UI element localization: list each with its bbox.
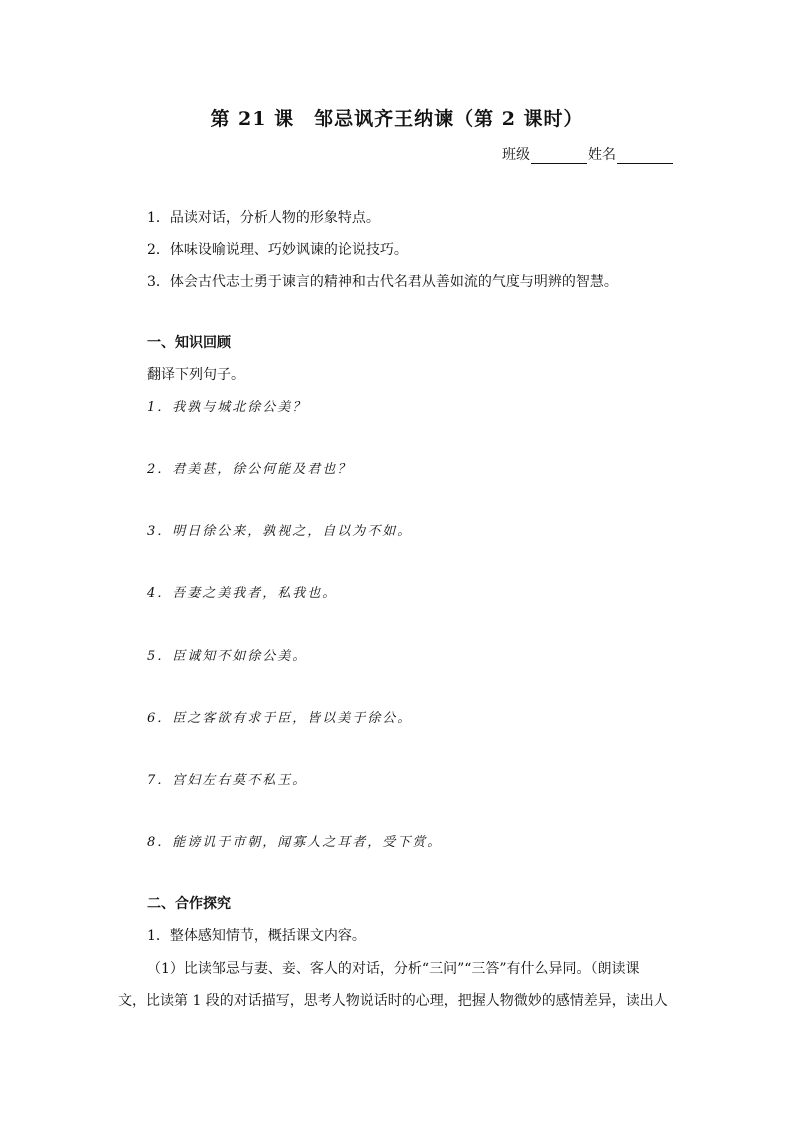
translation-sentence: 2．君美甚，徐公何能及君也？ (147, 462, 353, 477)
section-instruction: 翻译下列句子。 (147, 367, 245, 383)
question-subitem-continued: 文，比读第 1 段的对话描写，思考人物说话时的心理，把握人物微妙的感情差异，读出人 (118, 993, 668, 1009)
translation-sentence: 3．明日徐公来，孰视之，自以为不如。 (147, 524, 413, 539)
translation-sentence: 7．宫妇左右莫不私王。 (147, 773, 308, 788)
name-blank (617, 149, 673, 164)
translation-sentence: 5．臣诚知不如徐公美。 (147, 649, 308, 664)
translation-sentence: 4．吾妻之美我者，私我也。 (147, 586, 338, 601)
question-subitem: （1）比读邹忌与妻、妾、客人的对话，分析“三问”“三答”有什么异同。（朗读课 (147, 961, 640, 977)
page-title: 第 21 课 邹忌讽齐王纳谏（第 2 课时） (210, 108, 584, 130)
goal-item: 2．体味设喻说理、巧妙讽谏的论说技巧。 (147, 242, 408, 258)
name-label: 姓名 (588, 147, 616, 163)
section-heading: 二、合作探究 (147, 896, 231, 912)
goal-item: 1．品读对话，分析人物的形象特点。 (147, 210, 380, 226)
translation-sentence: 8．能谤讥于市朝，闻寡人之耳者，受下赏。 (147, 835, 443, 850)
class-label: 班级 (502, 147, 530, 163)
student-info-bar (502, 144, 674, 164)
goal-item: 3．体会古代志士勇于谏言的精神和古代名君从善如流的气度与明辨的智慧。 (147, 274, 618, 290)
translation-sentence: 6．臣之客欲有求于臣，皆以美于徐公。 (147, 711, 413, 726)
section-heading: 一、知识回顾 (147, 335, 231, 351)
question-item: 1．整体感知情节，概括课文内容。 (147, 928, 366, 944)
translation-sentence: 1．我孰与城北徐公美？ (147, 400, 308, 415)
class-blank (531, 149, 587, 164)
